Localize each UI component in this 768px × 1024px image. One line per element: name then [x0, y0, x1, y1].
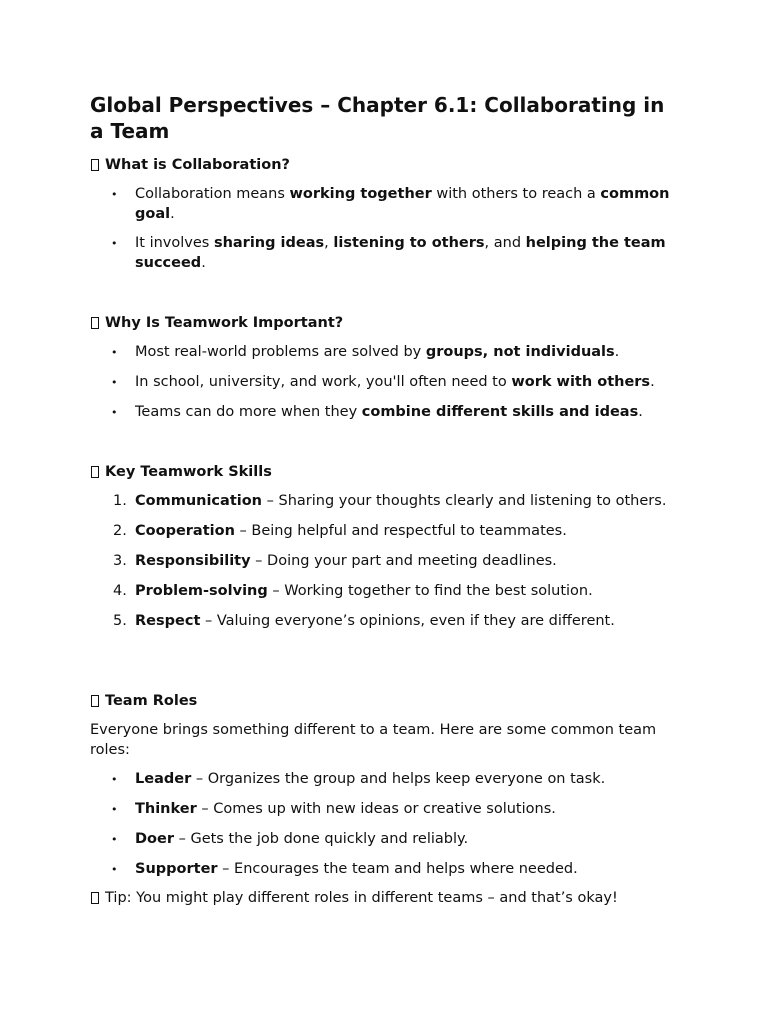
- section-what-is-collaboration: [90, 155, 680, 273]
- bullet-icon: •: [111, 803, 118, 816]
- list-item: 4. Problem-solving – Working together to find the best solution.: [113, 582, 593, 599]
- section-heading: What is Collaboration?: [105, 157, 290, 173]
- list-item: • Supporter – Encourages the team and helps where needed.: [90, 860, 680, 880]
- list-item: • Thinker – Comes up with new ideas or creative solutions.: [90, 800, 680, 820]
- list-item: • Doer – Gets the job done quickly and reliably.: [90, 830, 680, 850]
- document-title: Global Perspectives – Chapter 6.1: Collaborating in a Team: [90, 93, 665, 143]
- missing-glyph-icon: [91, 892, 99, 904]
- section-heading: Team Roles: [105, 693, 198, 709]
- section-team-roles: [90, 691, 680, 908]
- section-heading: Why Is Teamwork Important?: [105, 315, 344, 331]
- section-heading: Key Teamwork Skills: [105, 464, 272, 480]
- list-item: • Teams can do more when they combine different skills and ideas.: [90, 403, 680, 423]
- bullet-icon: •: [111, 237, 118, 250]
- list-item: • Leader – Organizes the group and helps keep everyone on task.: [90, 770, 680, 790]
- missing-glyph-icon: [91, 159, 99, 171]
- list-item: • Collaboration means working together with others to reach a common goal.: [111, 186, 670, 222]
- bullet-list: [90, 185, 680, 273]
- bullet-icon: •: [111, 773, 118, 786]
- numbered-list: [90, 492, 680, 631]
- bullet-icon: •: [111, 833, 118, 846]
- bullet-icon: •: [111, 376, 118, 389]
- list-item: 3. Responsibility – Doing your part and meeting deadlines.: [113, 552, 557, 569]
- missing-glyph-icon: [91, 317, 99, 329]
- tip-line: [90, 889, 680, 909]
- bullet-list: [90, 343, 680, 423]
- bullet-icon: •: [111, 346, 118, 359]
- section-why-teamwork: [90, 313, 680, 423]
- bullet-icon: •: [111, 863, 118, 876]
- list-item: • Most real-world problems are solved by groups, not individuals.: [90, 343, 680, 363]
- list-item: 5. Respect – Valuing everyone’s opinions, even if they are different.: [113, 612, 615, 629]
- list-item: 1. Communication – Sharing your thoughts clearly and listening to others.: [113, 493, 667, 509]
- bullet-list: [90, 770, 680, 880]
- bullet-icon: •: [111, 406, 118, 419]
- list-item: 2. Cooperation – Being helpful and respectful to teammates.: [113, 522, 567, 539]
- bullet-icon: •: [111, 188, 118, 201]
- section-key-skills: [90, 462, 680, 631]
- missing-glyph-icon: [91, 466, 99, 478]
- list-item: • In school, university, and work, you'll often need to work with others.: [90, 373, 680, 393]
- list-item: • It involves sharing ideas, listening to others, and helping the team succeed.: [111, 235, 666, 271]
- tip-text: Tip: You might play different roles in different teams – and that’s okay!: [105, 889, 618, 906]
- missing-glyph-icon: [91, 695, 99, 707]
- roles-intro: Everyone brings something different to a team. Here are some common team roles:: [90, 722, 657, 758]
